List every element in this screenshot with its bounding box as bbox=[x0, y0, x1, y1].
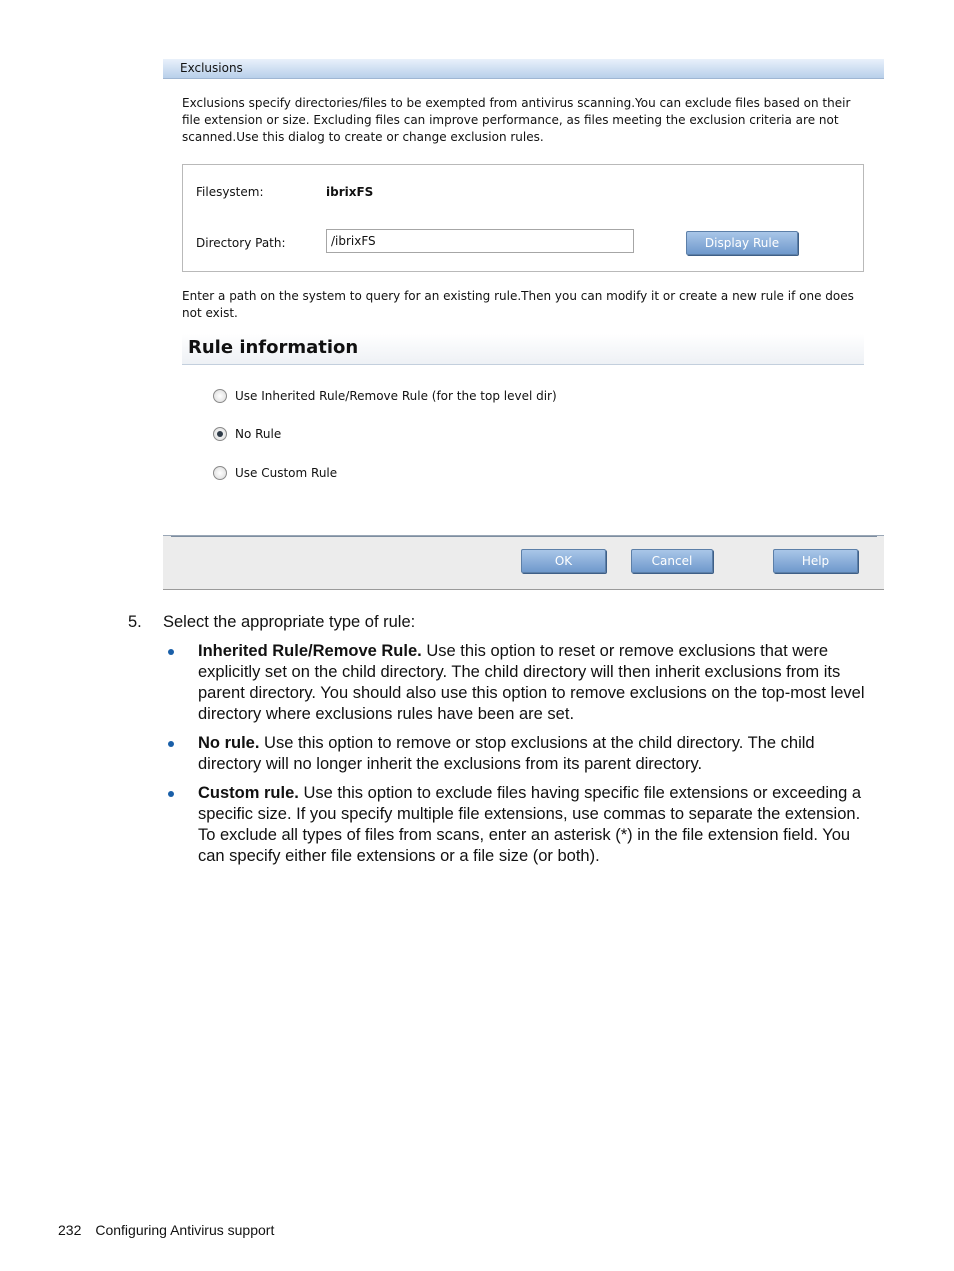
ok-button[interactable]: OK bbox=[521, 549, 606, 573]
enter-path-instructions: Enter a path on the system to query for an existing rule.Then you can modify it or create a new rule if one does not exist. bbox=[182, 289, 854, 320]
filesystem-panel bbox=[182, 164, 864, 272]
rule-information-heading: Rule information bbox=[182, 334, 864, 365]
radio-label: No Rule bbox=[235, 427, 282, 441]
filesystem-value: ibrixFS bbox=[326, 185, 374, 199]
dialog-title: Exclusions bbox=[163, 59, 884, 79]
step-text: Select the appropriate type of rule: bbox=[163, 613, 416, 631]
bullet-icon bbox=[168, 741, 174, 747]
divider bbox=[171, 536, 877, 537]
radio-no-rule[interactable] bbox=[213, 427, 281, 442]
list-item-term: No rule. bbox=[198, 734, 260, 752]
help-button[interactable]: Help bbox=[773, 549, 858, 573]
list-item bbox=[128, 733, 873, 775]
bullet-icon bbox=[168, 791, 174, 797]
list-item bbox=[128, 641, 873, 725]
radio-button-icon[interactable] bbox=[213, 389, 227, 403]
radio-label: Use Custom Rule bbox=[235, 466, 338, 480]
list-item-term: Inherited Rule/Remove Rule. bbox=[198, 642, 422, 660]
page-number: 232 bbox=[58, 1222, 82, 1238]
list-item-text: Use this option to reset or remove exclusions that were explicitly set on the child directory. The child directory will then inherit exclusions from its parent directory. You should also use this option to remove exclusions on the top-most level directory where exclusions rules have been are set. bbox=[198, 642, 865, 723]
radio-button-selected-icon[interactable] bbox=[213, 427, 227, 441]
dialog-button-bar bbox=[163, 535, 884, 590]
radio-label: Use Inherited Rule/Remove Rule (for the top level dir) bbox=[235, 389, 557, 403]
filesystem-label: Filesystem: bbox=[196, 185, 264, 199]
radio-inherited-rule[interactable] bbox=[213, 389, 557, 404]
directory-path-label: Directory Path: bbox=[196, 236, 286, 250]
dialog-intro-text: Exclusions specify directories/files to be exempted from antivirus scanning.You can exclude files based on their file extension or size. Excluding files can improve performance, as files meeting the exclusion criteria are not scanned.Use this dialog to create or change exclusion rules. bbox=[182, 96, 851, 144]
step-number: 5. bbox=[128, 613, 142, 631]
cancel-button[interactable]: Cancel bbox=[631, 549, 713, 573]
list-item-text: Use this option to remove or stop exclusions at the child directory. The child directory will no longer inherit the exclusions from its parent directory. bbox=[198, 734, 815, 773]
page-footer bbox=[58, 1222, 274, 1238]
list-item bbox=[128, 783, 873, 867]
list-item-text: Use this option to exclude files having specific file extensions or exceeding a specific size. If you specify multiple file extensions, use commas to separate the extension. To exclude all types of files from scans, enter an asterisk (*) in the file extension field. You can specify either file extensions or a file size (or both). bbox=[198, 784, 862, 865]
display-rule-button[interactable]: Display Rule bbox=[686, 231, 798, 255]
exclusions-dialog bbox=[163, 59, 884, 588]
bullet-icon bbox=[168, 649, 174, 655]
radio-custom-rule[interactable] bbox=[213, 466, 337, 481]
radio-button-icon[interactable] bbox=[213, 466, 227, 480]
rule-type-list bbox=[128, 641, 873, 875]
section-title: Configuring Antivirus support bbox=[95, 1222, 275, 1238]
list-item-term: Custom rule. bbox=[198, 784, 299, 802]
directory-path-input[interactable] bbox=[326, 229, 634, 253]
